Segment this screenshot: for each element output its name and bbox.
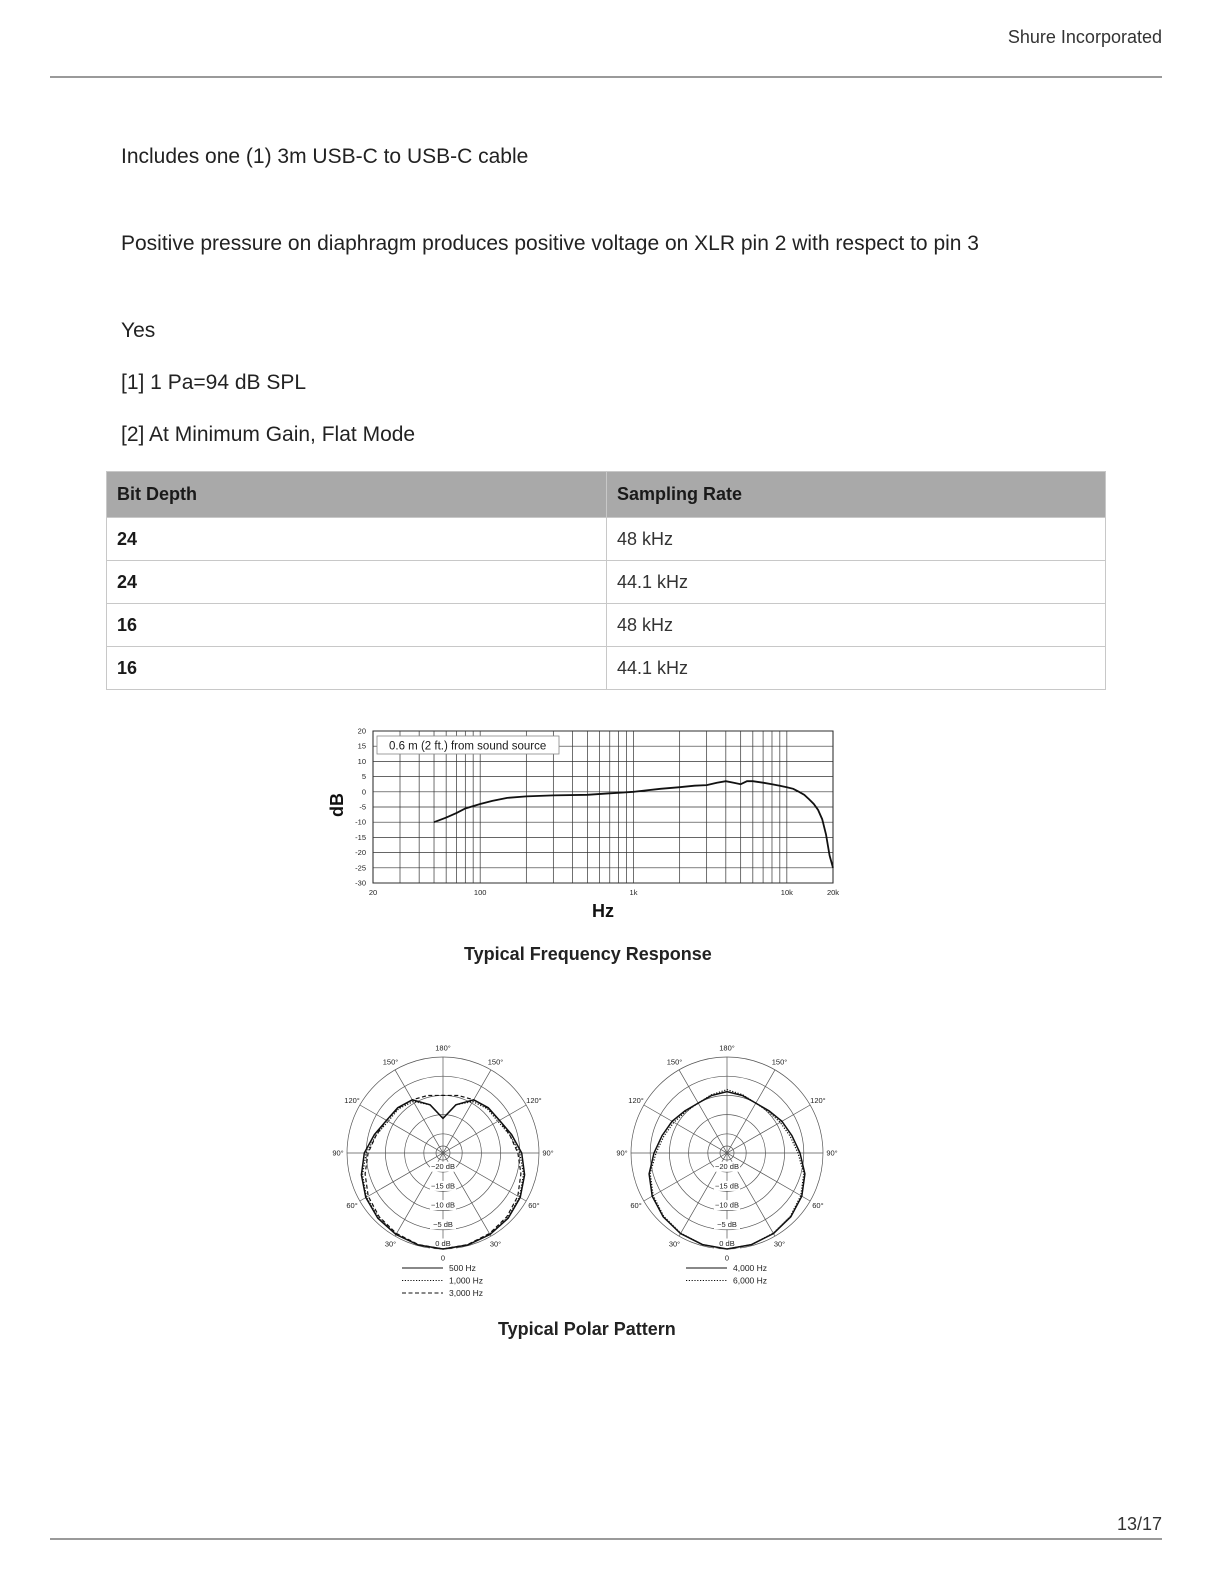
chart-annotation [377,736,559,754]
polar-plot-low [330,1040,570,1310]
x-tick-label: 100 [473,888,487,897]
frequency-response-caption: Typical Frequency Response [464,944,712,964]
legend-label: 500 Hz [449,1263,476,1273]
x-tick-label: 20k [826,888,840,897]
ring-label: −5 dB [433,1219,453,1229]
angle-label: 150° [487,1057,504,1067]
angle-label: 30° [773,1239,786,1249]
y-tick-label: -10 [355,817,366,827]
y-tick-labels [355,727,366,888]
header-sampling-rate: Sampling Rate [607,472,1106,518]
legend-label: 3,000 Hz [449,1288,484,1298]
x-tick-labels [369,888,839,897]
sampling-rate-cell: 48 kHz [607,518,1106,561]
footnote-1: [1] 1 Pa=94 dB SPL [121,371,307,394]
angle-label: 60° [630,1201,642,1210]
legend-label: 6,000 Hz [733,1275,768,1286]
angle-label: 90° [332,1148,344,1158]
angle-label: 120° [344,1096,360,1105]
angle-label: 60° [812,1201,824,1210]
angle-label: 30° [489,1239,502,1249]
bit-depth-table [106,471,1106,690]
angle-label: 150° [666,1057,683,1067]
annotation-text: 0.6 m (2 ft.) from sound source [389,740,547,753]
angle-label: 120° [810,1096,826,1105]
ring-label: −15 dB [715,1181,739,1191]
ring-label: −15 dB [431,1181,455,1191]
angle-label: 90° [826,1148,838,1158]
page-number: 13/17 [1116,1514,1162,1534]
angle-label: 90° [616,1148,628,1158]
table-row [107,561,1106,604]
y-tick-label: 20 [357,726,366,736]
x-tick-label: 1k [629,888,638,897]
bit-depth-cell: 24 [107,518,607,561]
angle-label: 30° [384,1239,397,1249]
angle-label: 150° [382,1057,399,1067]
y-tick-label: -20 [355,848,366,858]
angle-label: 150° [771,1057,788,1067]
angle-label: 120° [526,1096,542,1105]
header-bit-depth: Bit Depth [107,472,607,518]
table-row [107,604,1106,647]
angle-label: 120° [628,1096,644,1105]
frequency-response-chart [320,720,860,930]
ring-label: 0 dB [719,1239,735,1248]
table-header-row [107,472,1106,518]
legend-label: 4,000 Hz [733,1263,768,1273]
sampling-rate-cell: 48 kHz [607,604,1106,647]
y-tick-label: -25 [355,863,366,873]
y-tick-label: -5 [359,802,366,812]
bit-depth-cell: 16 [107,604,607,647]
cable-text: Includes one (1) 3m USB-C to USB-C cable [121,145,529,168]
polar-plot-high [614,1040,854,1310]
angle-label: 60° [346,1201,358,1210]
polarity-text: Positive pressure on diaphragm produces positive voltage on XLR pin 2 with respect to pin 3 [121,232,979,255]
legend-label: 1,000 Hz [449,1275,484,1286]
angle-label: 180° [719,1043,735,1053]
y-tick-label: 10 [357,756,366,766]
ring-label: −20 dB [431,1162,455,1172]
ring-label: −10 dB [715,1200,739,1210]
angle-label: 180° [435,1043,451,1053]
polar-legend [686,1263,767,1286]
table-row [107,647,1106,690]
sampling-rate-cell: 44.1 kHz [607,647,1106,690]
y-tick-label: 5 [361,772,366,782]
yes-text: Yes [121,319,156,342]
x-axis-label: Hz [592,901,614,921]
ring-label: 0 dB [435,1239,451,1248]
x-tick-label: 10k [780,888,793,897]
angle-label: 60° [528,1201,540,1210]
header-divider [50,76,1162,78]
y-axis-label: dB [327,793,347,817]
y-tick-label: 15 [357,741,366,751]
x-tick-label: 20 [368,888,378,897]
bit-depth-cell: 24 [107,561,607,604]
y-tick-label: -15 [355,832,366,842]
ring-label: −20 dB [715,1162,739,1172]
header-company: Shure Incorporated [1007,27,1162,47]
ring-label: −10 dB [431,1200,455,1210]
footnote-2: [2] At Minimum Gain, Flat Mode [121,423,416,446]
sampling-rate-cell: 44.1 kHz [607,561,1106,604]
y-tick-label: 0 [361,787,366,797]
angle-label: 0 [724,1253,730,1263]
polar-legend [402,1263,483,1298]
footer-divider [50,1538,1162,1540]
angle-label: 0 [440,1253,446,1263]
polar-pattern-caption: Typical Polar Pattern [498,1319,676,1339]
angle-label: 30° [668,1239,681,1249]
bit-depth-cell: 16 [107,647,607,690]
ring-label: −5 dB [717,1219,737,1229]
y-tick-label: -30 [355,878,366,888]
table-row [107,518,1106,561]
angle-label: 90° [542,1148,554,1158]
